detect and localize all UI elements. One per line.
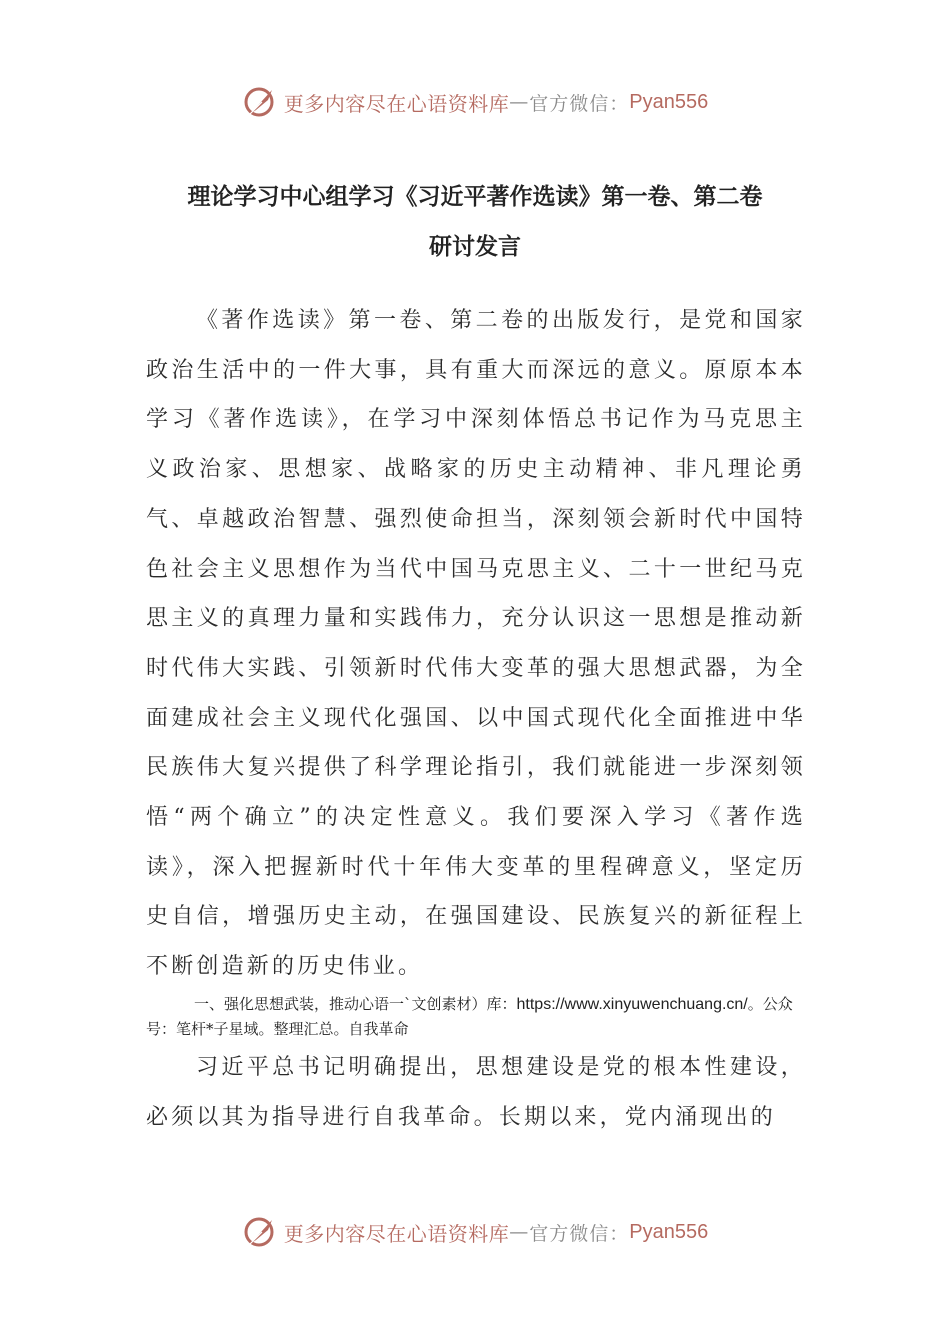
paragraph-intro: 《著作选读》第一卷、第二卷的出版发行，是党和国家政治生活中的一件大事，具有重大而深远的意义。原原本本学习《著作选读》，在学习中深刻体悟总书记作为马克思主义政治家、思想家、战略家的历史主动精神、非凡理论勇气、卓越政治智慧、强烈使命担当，深刻领会新时代中国特色社会主义思想作为当代中国马克思主义、二十一世纪马克思主义的真理力量和实践伟力，充分认识这一思想是推动新时代伟大实践、引领新时代伟大变革的强大思想武器，为全面建成社会主义现代化强国、以中国式现代化全面推进中华民族伟大复兴提供了科学理论指引，我们就能进一步深刻领悟“两个确立”的决定性意义。我们要深入学习《著作选读》，深入把握新时代十年伟大变革的里程碑意义，坚定历史自信，增强历史主动，在强国建设、民族复兴的新征程上不断创造新的历史伟业。 (146, 308, 806, 980)
banner-wechat-id: Pyan556 (629, 90, 709, 113)
quill-pen-logo-icon (242, 84, 278, 120)
banner-wechat-id: Pyan556 (629, 1220, 709, 1243)
section-heading-url: https://www.xinyuwenchuang.cn/ (516, 996, 748, 1013)
banner-slogan: 更多内容尽在心语资料库 (283, 91, 510, 116)
title-line-1: 理论学习中心组学习《习近平著作选读》第一卷、第二卷 (187, 184, 763, 210)
section-heading-prefix: 一、强化思想武装，推动心语一`文创素材）库： (194, 995, 517, 1013)
section-heading-suffix: 。公众号：笔杆*子星域。整理汇总。自我革命 (146, 995, 793, 1038)
banner-dash: — (509, 91, 530, 113)
header-banner (0, 82, 950, 122)
section-heading (146, 992, 806, 1042)
banner-official-label: 官方微信： (529, 1222, 630, 1245)
footer-banner (0, 1212, 950, 1252)
banner-slogan: 更多内容尽在心语资料库 (283, 1221, 510, 1246)
page-title (145, 172, 805, 272)
title-line-2: 研讨发言 (429, 234, 521, 260)
quill-pen-logo-icon (242, 1214, 278, 1250)
banner-dash: — (509, 1221, 530, 1243)
paragraph-section-1: 习近平总书记明确提出，思想建设是党的根本性建设，必须以其为指导进行自我革命。长期以来，党内涌现出的 (146, 1055, 806, 1130)
banner-official-label: 官方微信： (529, 92, 630, 115)
